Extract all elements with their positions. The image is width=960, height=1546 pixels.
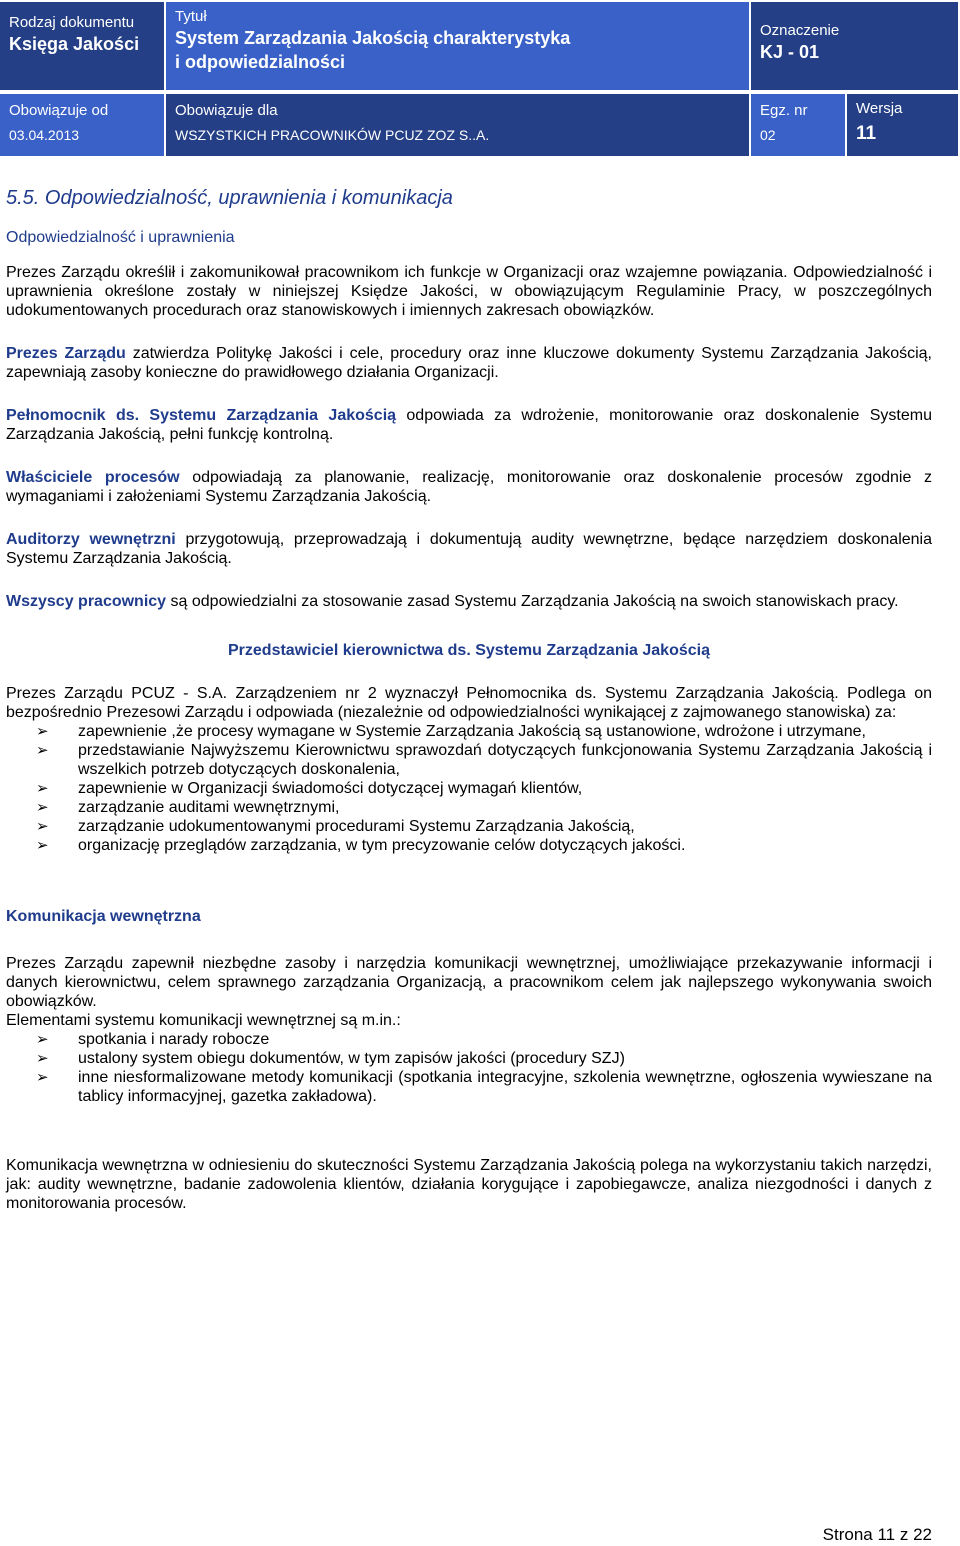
role-representative: Pełnomocnik ds. Systemu Zarządzania Jakością: [6, 407, 397, 424]
paragraph-board: [6, 344, 932, 382]
role-board: Prezes Zarządu: [6, 345, 126, 362]
list-item: ➢ zapewnienie w Organizacji świadomości dotyczącej wymagań klientów,: [36, 780, 583, 797]
arrow-bullet-icon: ➢: [36, 1050, 49, 1067]
list-item: ➢ zapewnienie ,że procesy wymagane w Systemie Zarządzania Jakością są ustanowione, wdrożone i utrzymane,: [36, 723, 866, 740]
document-header: [0, 0, 960, 156]
arrow-bullet-icon: ➢: [36, 1069, 49, 1086]
role-board-text: zatwierdza Politykę Jakości i cele, procedury oraz inne kluczowe dokumenty Systemu Zarządzania Jakością, zapewniają zasoby konieczne do prawidłowego działania Organizacji.: [6, 345, 932, 381]
arrow-bullet-icon: ➢: [36, 780, 49, 797]
list-item: ➢ zarządzanie auditami wewnętrznymi,: [36, 799, 340, 816]
list-item: ➢ przedstawianie Najwyższemu Kierownictwu sprawozdań dotyczących funkcjonowania Systemu Zarządzania Jakością i wszelkich potrzeb dotyczących doskonalenia,: [36, 742, 932, 778]
doc-type-cell: [0, 14, 164, 56]
arrow-bullet-icon: ➢: [36, 1031, 49, 1048]
list-item: ➢ zarządzanie udokumentowanymi procedurami Systemu Zarządzania Jakością,: [36, 818, 635, 835]
valid-from-value: 03.04.2013: [9, 127, 80, 143]
representative-paragraph: Prezes Zarządu PCUZ - S.A. Zarządzeniem nr 2 wyznaczył Pełnomocnika ds. Systemu Zarządzania Jakością. Podlega on bezpośrednio Prezesowi Zarządu i odpowiada (niezależnie od odpowiedzialności wynikającej z zajmowanego stanowiska) za:: [6, 685, 932, 721]
role-auditors-text: przygotowują, przeprowadzają i dokumentują audity wewnętrzne, będące narzędziem doskonalenia Systemu Zarządzania Jakością.: [6, 531, 933, 567]
role-auditors: Auditorzy wewnętrzni: [6, 531, 176, 548]
arrow-bullet-icon: ➢: [36, 818, 49, 835]
copy-value: 02: [760, 127, 776, 143]
page-number: Strona 11 z 22: [822, 1525, 932, 1544]
title-value-line2: i odpowiedzialności: [175, 52, 346, 72]
version-cell: [847, 100, 958, 146]
communication-paragraph-1: Prezes Zarządu zapewnił niezbędne zasoby i narzędzia komunikacji wewnętrznej, umożliwiające przekazywanie informacji i danych kierownictwu, celem sprawnego zarządzania Organizacją, a pracownikom celem jak najlepszego wykonywania swoich obowiązków.: [6, 955, 932, 1010]
list-item: ➢ spotkania i narady robocze: [36, 1031, 270, 1048]
valid-from-cell: [0, 102, 164, 144]
copy-cell: [751, 102, 845, 144]
valid-from-label: Obowiązuje od: [9, 102, 109, 119]
representative-list: [6, 722, 932, 855]
valid-for-label: Obowiązuje dla: [175, 102, 278, 119]
paragraph-process-owners: [6, 468, 932, 506]
arrow-bullet-icon: ➢: [36, 723, 49, 740]
sub-heading: Odpowiedzialność i uprawnienia: [6, 229, 235, 246]
paragraph-responsibilities: Prezes Zarządu określił i zakomunikował pracownikom ich funkcje w Organizacji oraz wzajemne powiązania. Odpowiedzialność i uprawnienia określone zostały w niniejszej Księdze Jakości, w obowiązującym Regulaminie Pracy, w poszczególnych udokumentowanych procedurach oraz stanowiskowych i imiennych zakresach obowiązków.: [6, 264, 932, 319]
version-label: Wersja: [856, 100, 903, 117]
communication-heading: Komunikacja wewnętrzna: [6, 908, 201, 925]
document-body: [6, 186, 932, 1237]
list-item: ➢ ustalony system obiegu dokumentów, w tym zapisów jakości (procedury SZJ): [36, 1050, 625, 1067]
valid-for-value: WSZYSTKICH PRACOWNIKÓW PCUZ ZOZ S..A.: [175, 127, 490, 143]
title-cell: [166, 8, 749, 74]
doc-type-value: Księga Jakości: [9, 34, 140, 54]
mark-cell: [751, 22, 958, 64]
title-value-line1: System Zarządzania Jakością charakterystyka: [175, 28, 571, 48]
list-item: ➢ inne niesformalizowane metody komunikacji (spotkania integracyjne, szkolenia wewnętrzne, ogłoszenia wywieszane na tablicy informacyjnej, gazetka zakładowa).: [36, 1069, 932, 1105]
title-label: Tytuł: [175, 8, 207, 25]
list-item: ➢ organizację przeglądów zarządzania, w tym precyzowanie celów dotyczących jakości.: [36, 837, 686, 854]
role-process-owners: Właściciele procesów: [6, 469, 180, 486]
arrow-bullet-icon: ➢: [36, 742, 49, 759]
role-process-owners-text: odpowiadają za planowanie, realizację, monitorowanie oraz doskonalenie procesów zgodnie z wymaganiami i założeniami Systemu Zarządzania Jakością.: [6, 469, 933, 505]
mark-label: Oznaczenie: [760, 22, 840, 39]
mark-value: KJ - 01: [760, 42, 820, 62]
arrow-bullet-icon: ➢: [36, 837, 49, 854]
role-representative-text: odpowiada za wdrożenie, monitorowanie oraz doskonalenie Systemu Zarządzania Jakością, pełni funkcję kontrolną.: [6, 407, 932, 443]
role-employees-text: są odpowiedzialni za stosowanie zasad Systemu Zarządzania Jakością na swoich stanowiskach pracy.: [166, 593, 899, 610]
doc-type-label: Rodzaj dokumentu: [9, 14, 135, 31]
role-employees: Wszyscy pracownicy: [6, 593, 167, 610]
communication-paragraph-2: Elementami systemu komunikacji wewnętrznej są m.in.:: [6, 1012, 401, 1029]
communication-paragraph-3: Komunikacja wewnętrzna w odniesieniu do skuteczności Systemu Zarządzania Jakością polega na wykorzystaniu takich narzędzi, jak: audity wewnętrzne, badanie zadowolenia klientów, działania korygujące i zapobiegawcze, analiza niezgodności i danych z monitorowania procesów.: [6, 1157, 932, 1212]
valid-for-cell: [166, 102, 749, 144]
representative-heading: Przedstawiciel kierownictwa ds. Systemu Zarządzania Jakością: [228, 642, 710, 659]
paragraph-representative: [6, 406, 932, 444]
arrow-bullet-icon: ➢: [36, 799, 49, 816]
version-value: 11: [856, 123, 877, 144]
paragraph-auditors: [6, 530, 932, 568]
communication-list: [6, 1030, 932, 1106]
section-heading: 5.5. Odpowiedzialność, uprawnienia i komunikacja: [6, 187, 453, 209]
paragraph-employees: [6, 592, 932, 611]
copy-label: Egz. nr: [760, 102, 808, 119]
